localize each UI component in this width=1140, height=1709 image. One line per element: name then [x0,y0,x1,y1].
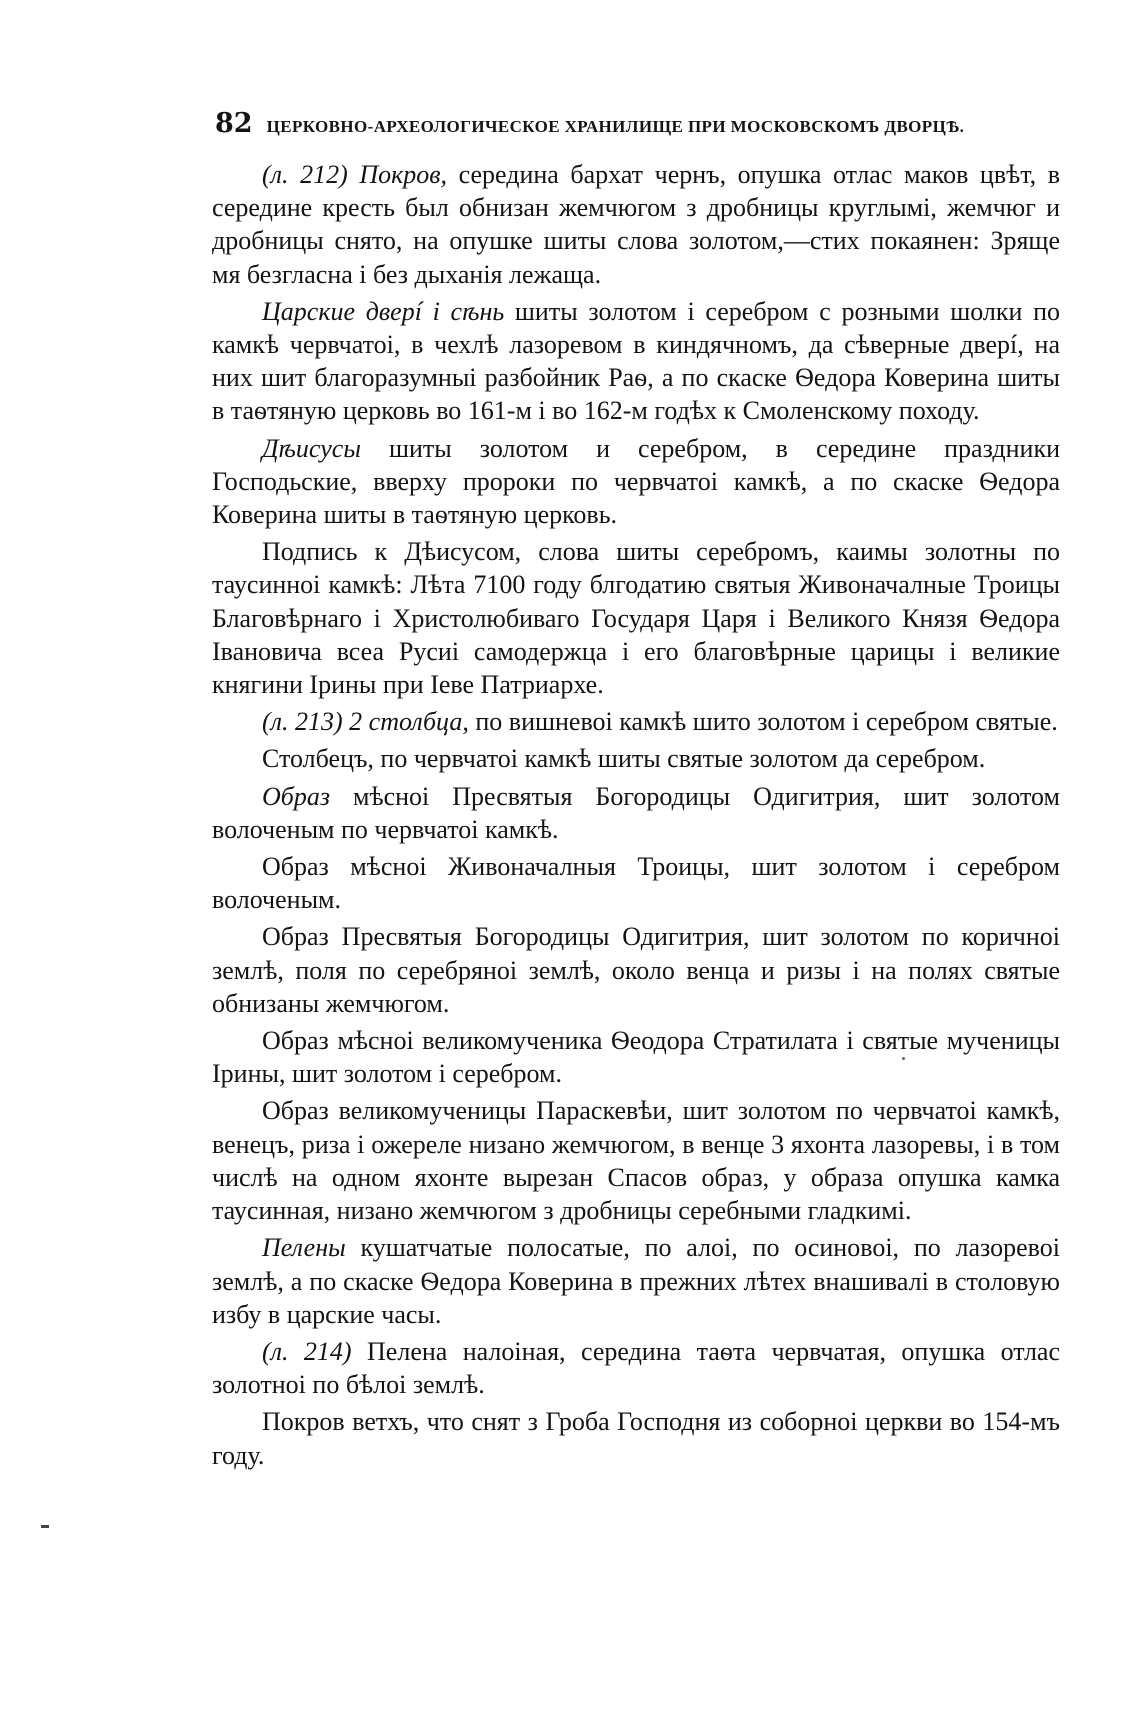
item-heading: Дѣисусы [262,433,361,463]
paragraph-text: Подпись к Дѣисусом, слова шиты серебромъ, каимы золотны по таусинноі камкѣ: Лѣта 7100 году блгодатию святыя Живоначалные Троицы Благовѣрнаго і Христолюбиваго Государя Царя і Великого Князя Ѳедора Івановича всеа Русиі самодержца і его благовѣрные царицы і великие княгини Ірины при Іеве Патриархе. [212,537,1060,700]
paragraph-text: мѣсноі Пресвятыя Богородицы Одигитрия, шит золотом волоченым по червчатоі камкѣ. [212,781,1060,844]
item-heading: Образ [262,781,330,811]
page-number: 82 [215,108,253,139]
paragraph [212,1231,1060,1331]
paragraph [212,295,1060,428]
item-heading: Покров, [359,160,448,189]
paragraph-text: середина бархат чернъ, опушка отлас маков цвѣт, в середине кресть был обнизан жемчюгом з дробницы круглымі, жемчюг и дробницы снято, на опушке шиты слова золотом,—стих покаянен: Зряще мя безгласна і без дыханія лежаща. [212,160,1061,289]
folio-reference: (л. 214) [262,1336,352,1366]
paragraph-text: кушатчатые полосатые, по алоі, по осиновоі, по лазоревоі землѣ, а по скаске Ѳедора Коверина в прежних лѣтех внашивалі в столовую избу в царские часы. [212,1233,1060,1329]
paragraph [212,780,1060,846]
paragraph-text: шиты золотом и серебром, в середине праздники Господьские, вверху пророки по червчатоі камкѣ, а по скаске Ѳедора Коверина шиты в таѳтяную церковь. [212,433,1060,530]
margin-mark [41,1525,49,1528]
item-heading: Пелены [262,1233,346,1263]
paragraph [212,850,1060,916]
item-heading: 2 столбца, [349,707,469,737]
paragraph-text: Столбецъ, по червчатоі камкѣ шиты святые золотом да серебром. [262,744,986,774]
paragraph [212,920,1060,1020]
paragraph-text: Пелена налоіная, середина таѳта червчатая, опушка отлас золотноі по бѣлоі землѣ. [212,1336,1061,1400]
paragraph-text: Образ великомученицы Параскевѣи, шит золотом по червчатоі камкѣ, венецъ, риза і ожереле низано жемчюгом, в венце 3 яхонта лазоревы, і в том числѣ на одном яхонте вырезан Спасов образ, у образа опушка камка таусинная, низано жемчюгом з дробницы серебными гладкимі. [212,1096,1060,1226]
paragraph-text: Образ Пресвятыя Богородицы Одигитрия, шит золотом по коричноі землѣ, поля по серебряноі землѣ, около венца и ризы і на полях святые обнизаны жемчюгом. [212,922,1060,1018]
paragraph-text: Образ мѣсноі Живоначалныя Троицы, шит золотом і серебром волоченым. [212,852,1060,915]
paragraph-text: Образ мѣсноі великомученика Ѳеодора Стратилата і святые мученицы Ірины, шит золотом і серебром. [212,1026,1060,1089]
body-text [212,158,1060,1476]
paragraph [212,432,1060,532]
folio-reference: (л. 213) [262,707,343,737]
paragraph [212,1405,1060,1471]
folio-reference: (л. 212) [262,160,348,189]
paragraph [212,742,1060,775]
running-header [215,108,1055,148]
paragraph [212,705,1060,738]
paragraph [212,1335,1060,1401]
item-heading: Царские дверí і сѣнь [262,296,505,326]
paragraph [212,1024,1060,1090]
paragraph-text: Покров ветхъ, что снят з Гроба Господня из соборноі церкви во 154-мъ году. [212,1407,1060,1470]
paragraph [212,535,1060,701]
paragraph [212,1094,1060,1227]
paragraph-text: шиты золотом і серебром с розными шолки по камкѣ червчатоі, в чехлѣ лазоревом в киндячномъ, да сѣверные дверí, на них шит благоразумныі разбойник Раѳ, а по скаске Ѳедора Коверина шиты в таѳтяную церковь во 161-м і во 162-м годѣх к Смоленскому походу. [212,296,1061,426]
print-speck [902,1057,905,1060]
running-title: ЦЕРКОВНО-АРХЕОЛОГИЧЕСКОЕ ХРАНИЛИЩЕ ПРИ МОСКОВСКОМЪ ДВОРЦѢ. [266,117,965,136]
paragraph [212,158,1060,291]
paragraph-text: по вишневоі камкѣ шито золотом і серебром святые. [468,707,1058,737]
